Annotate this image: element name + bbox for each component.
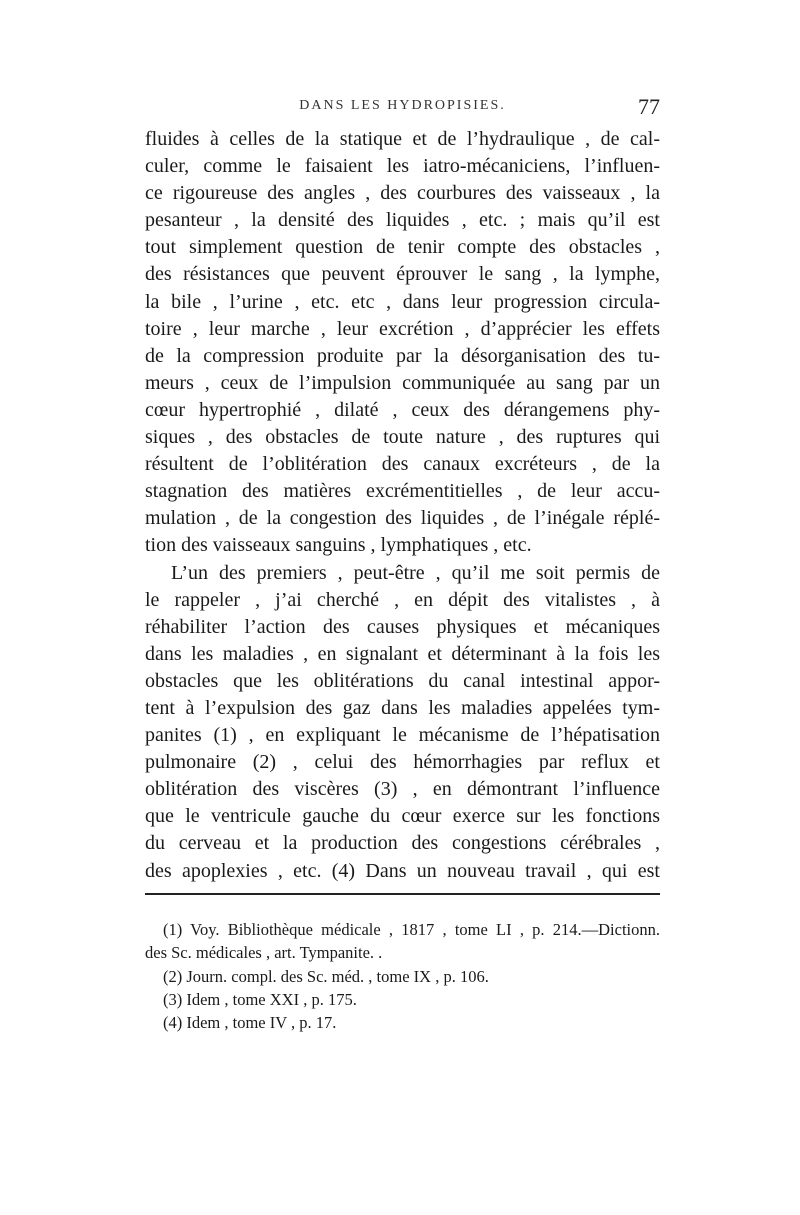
body-line: meurs , ceux de l’impulsion communiquée au sang par un (145, 371, 660, 394)
footnote-line: (4) Idem , tome IV , p. 17. (163, 1013, 337, 1033)
body-line: du cerveau et la production des congestions cérébrales , (145, 832, 660, 855)
body-line: résultent de l’oblitération des canaux excréteurs , de la (145, 453, 660, 476)
footnote-line: (3) Idem , tome XXI , p. 175. (163, 989, 357, 1009)
body-line: oblitération des viscères (3) , en démontrant l’influence (145, 778, 660, 801)
body-line: siques , des obstacles de toute nature , des ruptures qui (145, 426, 660, 449)
body-line: toire , leur marche , leur excrétion , d’apprécier les effets (145, 317, 660, 340)
body-line: tout simplement question de tenir compte des obstacles , (145, 236, 660, 259)
body-line: fluides à celles de la statique et de l’hydraulique , de cal- (145, 128, 660, 150)
running-head-title: DANS LES HYDROPISIES. (299, 98, 506, 113)
footnote-divider (145, 893, 660, 895)
body-line: que le ventricule gauche du cœur exerce sur les fonctions (145, 805, 660, 828)
body-line: culer, comme le faisaient les iatro-mécaniciens, l’influen- (145, 155, 660, 178)
body-line: réhabiliter l’action des causes physiques et mécaniques (145, 615, 660, 638)
body-line: le rappeler , j’ai cherché , en dépit des vitalistes , à (145, 588, 660, 611)
body-line: obstacles que les oblitérations du canal intestinal appor- (145, 669, 660, 692)
body-line: pulmonaire (2) , celui des hémorrhagies par reflux et (145, 751, 660, 774)
footnote-line: des Sc. médicales , art. Tympanite. . (145, 943, 383, 963)
page-number: 77 (638, 94, 660, 119)
footnotes (145, 918, 660, 1034)
body-line: des apoplexies , etc. (4) Dans un nouveau travail , qui est (145, 859, 660, 882)
body-line: de la compression produite par la désorganisation des tu- (145, 344, 660, 367)
body-line: mulation , de la congestion des liquides , de l’inégale réplé- (145, 507, 660, 530)
body-line: tion des vaisseaux sanguins , lymphatiques , etc. (145, 534, 532, 557)
body-line: tent à l’expulsion des gaz dans les maladies appelées tym- (145, 696, 660, 719)
body-line: cœur hypertrophié , dilaté , ceux des dérangemens phy- (145, 398, 660, 421)
body-line: des résistances que peuvent éprouver le sang , la lymphe, (145, 263, 660, 286)
running-head (145, 94, 660, 124)
body-text (145, 126, 660, 885)
footnote-line: (1) Voy. Bibliothèque médicale , 1817 , tome LI , p. 214.—Dictionn. (163, 920, 660, 939)
body-line: stagnation des matières excrémentitielles , de leur accu- (145, 480, 660, 503)
body-line: L’un des premiers , peut-être , qu’il me soit permis de (171, 561, 660, 584)
body-line: ce rigoureuse des angles , des courbures des vaisseaux , la (145, 182, 660, 205)
footnote-line: (2) Journ. compl. des Sc. méd. , tome IX , p. 106. (163, 966, 489, 986)
body-line: dans les maladies , en signalant et déterminant à la fois les (145, 642, 660, 665)
body-line: la bile , l’urine , etc. etc , dans leur progression circula- (145, 290, 660, 313)
body-line: pesanteur , la densité des liquides , etc. ; mais qu’il est (145, 209, 660, 232)
body-line: panites (1) , en expliquant le mécanisme de l’hépatisation (145, 724, 660, 747)
